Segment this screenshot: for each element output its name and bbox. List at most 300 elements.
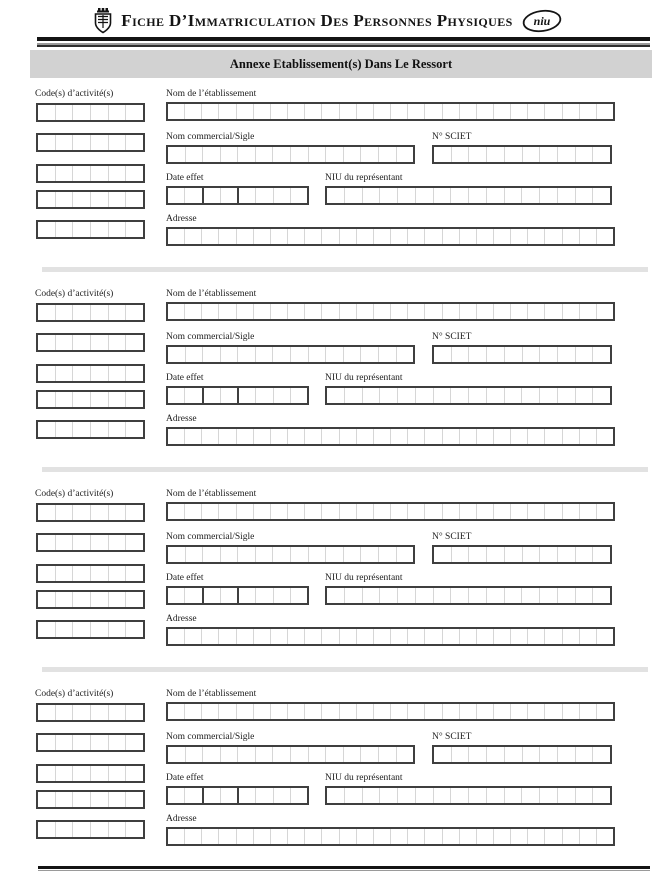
input-cell <box>356 229 373 244</box>
input-cell <box>390 504 407 519</box>
input-cell <box>253 229 270 244</box>
input-cell <box>55 335 73 350</box>
input-cell <box>493 429 510 444</box>
input-cell <box>360 547 378 562</box>
input-cell <box>168 304 184 319</box>
input-cell <box>304 504 321 519</box>
input-cell <box>442 704 459 719</box>
activity-code-input[interactable] <box>36 820 145 839</box>
input-cell <box>504 188 522 203</box>
input-cell <box>451 347 469 362</box>
sciet-number-input[interactable] <box>432 145 612 164</box>
input-cell <box>356 429 373 444</box>
input-cell <box>72 822 90 837</box>
input-cell <box>168 147 185 162</box>
input-cell <box>527 104 544 119</box>
input-cell <box>90 822 108 837</box>
input-cell <box>562 629 579 644</box>
commercial-name-input[interactable] <box>166 545 415 564</box>
input-cell <box>362 588 380 603</box>
input-cell <box>220 347 238 362</box>
input-cell <box>287 704 304 719</box>
input-cell <box>407 504 424 519</box>
input-cell <box>468 788 486 803</box>
input-cell <box>304 104 321 119</box>
input-cell <box>270 104 287 119</box>
input-cell <box>544 704 561 719</box>
input-cell <box>38 135 55 150</box>
input-cell <box>55 735 73 750</box>
input-cell <box>575 347 593 362</box>
input-cell <box>125 792 143 807</box>
input-cell <box>527 629 544 644</box>
input-cell <box>108 592 126 607</box>
input-cell <box>390 704 407 719</box>
input-cell <box>579 704 596 719</box>
input-cell <box>272 147 290 162</box>
sciet-number-label: N° SCIET <box>432 132 472 142</box>
address-label: Adresse <box>166 214 197 224</box>
input-cell <box>562 829 579 844</box>
input-cell <box>72 366 90 381</box>
input-cell <box>321 229 338 244</box>
input-cell <box>356 504 373 519</box>
input-cell <box>397 388 415 403</box>
input-cell <box>486 388 504 403</box>
activity-code-input[interactable] <box>36 303 145 322</box>
input-cell <box>304 304 321 319</box>
input-cell <box>327 588 344 603</box>
input-cell <box>343 547 361 562</box>
input-cell <box>55 766 73 781</box>
input-cell <box>407 629 424 644</box>
input-cell <box>201 704 218 719</box>
input-cell <box>557 588 575 603</box>
input-cell <box>38 535 55 550</box>
input-cell <box>255 188 272 203</box>
activity-code-input[interactable] <box>36 364 145 383</box>
activity-code-input[interactable] <box>36 503 145 522</box>
input-cell <box>344 588 362 603</box>
block-divider <box>42 267 648 272</box>
input-cell <box>544 829 561 844</box>
input-cell <box>90 192 108 207</box>
input-cell <box>125 705 143 720</box>
input-cell <box>184 388 201 403</box>
input-cell <box>424 704 441 719</box>
activity-code-input[interactable] <box>36 533 145 552</box>
commercial-name-input[interactable] <box>166 145 415 164</box>
activity-code-input[interactable] <box>36 564 145 583</box>
input-cell <box>290 388 307 403</box>
input-cell <box>108 535 126 550</box>
input-cell <box>390 229 407 244</box>
section-banner <box>30 50 652 78</box>
input-cell <box>236 704 253 719</box>
input-cell <box>270 429 287 444</box>
input-cell <box>308 547 326 562</box>
input-cell <box>596 704 613 719</box>
input-cell <box>327 188 344 203</box>
form-title: Fiche D’Immatriculation Des Personnes Physiques <box>121 11 513 30</box>
address-input[interactable] <box>166 227 615 246</box>
input-cell <box>125 505 143 520</box>
input-cell <box>434 547 451 562</box>
input-cell <box>362 188 380 203</box>
establishment-name-input[interactable] <box>166 502 615 521</box>
representative-niu-input[interactable] <box>325 786 612 805</box>
input-cell <box>255 147 273 162</box>
input-cell <box>493 829 510 844</box>
input-cell <box>108 222 126 237</box>
activity-code-input[interactable] <box>36 703 145 722</box>
input-cell <box>379 388 397 403</box>
input-cell <box>468 347 486 362</box>
input-cell <box>273 188 290 203</box>
input-cell <box>339 104 356 119</box>
input-cell <box>308 747 326 762</box>
input-cell <box>486 147 504 162</box>
input-cell <box>579 504 596 519</box>
input-cell <box>486 188 504 203</box>
effective-date-input[interactable] <box>166 786 309 805</box>
input-cell <box>343 147 361 162</box>
input-cell <box>168 188 184 203</box>
input-cell <box>592 388 610 403</box>
input-cell <box>557 388 575 403</box>
input-cell <box>108 766 126 781</box>
input-cell <box>557 747 575 762</box>
representative-niu-label: NIU du représentant <box>325 373 403 383</box>
activity-code-input[interactable] <box>36 590 145 609</box>
input-cell <box>596 829 613 844</box>
input-cell <box>544 429 561 444</box>
activity-code-input[interactable] <box>36 790 145 809</box>
input-cell <box>362 788 380 803</box>
input-cell <box>379 188 397 203</box>
input-cell <box>325 347 343 362</box>
input-cell <box>202 788 220 803</box>
input-cell <box>592 188 610 203</box>
input-cell <box>544 104 561 119</box>
input-cell <box>468 147 486 162</box>
input-cell <box>287 304 304 319</box>
input-cell <box>287 429 304 444</box>
input-cell <box>220 547 238 562</box>
input-cell <box>55 392 73 407</box>
input-cell <box>108 335 126 350</box>
input-cell <box>379 788 397 803</box>
establishment-name-input[interactable] <box>166 702 615 721</box>
input-cell <box>237 747 255 762</box>
input-cell <box>390 629 407 644</box>
input-cell <box>218 429 235 444</box>
input-cell <box>476 104 493 119</box>
input-cell <box>72 335 90 350</box>
input-cell <box>442 829 459 844</box>
input-cell <box>184 504 201 519</box>
input-cell <box>220 188 237 203</box>
input-cell <box>218 504 235 519</box>
input-cell <box>55 422 73 437</box>
activity-code-input[interactable] <box>36 620 145 639</box>
sciet-number-input[interactable] <box>432 745 612 764</box>
input-cell <box>236 629 253 644</box>
input-cell <box>55 135 73 150</box>
input-cell <box>356 629 373 644</box>
input-cell <box>468 747 486 762</box>
input-cell <box>38 792 55 807</box>
input-cell <box>486 547 504 562</box>
input-cell <box>55 305 73 320</box>
effective-date-input[interactable] <box>166 586 309 605</box>
input-cell <box>442 629 459 644</box>
input-cell <box>544 629 561 644</box>
input-cell <box>90 366 108 381</box>
input-cell <box>202 347 220 362</box>
sciet-number-input[interactable] <box>432 545 612 564</box>
representative-niu-input[interactable] <box>325 186 612 205</box>
input-cell <box>562 504 579 519</box>
input-cell <box>592 788 610 803</box>
commercial-name-label: Nom commercial/Sigle <box>166 332 255 342</box>
input-cell <box>290 147 308 162</box>
input-cell <box>579 304 596 319</box>
input-cell <box>522 347 540 362</box>
effective-date-input[interactable] <box>166 186 309 205</box>
input-cell <box>390 104 407 119</box>
input-cell <box>527 229 544 244</box>
address-input[interactable] <box>166 427 615 446</box>
input-cell <box>72 392 90 407</box>
input-cell <box>451 547 469 562</box>
input-cell <box>72 535 90 550</box>
input-cell <box>557 547 575 562</box>
establishment-block <box>0 688 656 872</box>
input-cell <box>253 304 270 319</box>
establishment-name-input[interactable] <box>166 102 615 121</box>
input-cell <box>522 547 540 562</box>
input-cell <box>72 592 90 607</box>
activity-code-input[interactable] <box>36 733 145 752</box>
input-cell <box>253 704 270 719</box>
input-cell <box>396 347 414 362</box>
input-cell <box>476 504 493 519</box>
input-cell <box>201 829 218 844</box>
input-cell <box>125 105 143 120</box>
activity-code-input[interactable] <box>36 190 145 209</box>
input-cell <box>185 347 203 362</box>
input-cell <box>596 229 613 244</box>
input-cell <box>108 705 126 720</box>
input-cell <box>396 547 414 562</box>
input-cell <box>451 147 469 162</box>
input-cell <box>38 735 55 750</box>
input-cell <box>373 304 390 319</box>
input-cell <box>442 304 459 319</box>
input-cell <box>108 105 126 120</box>
activity-code-input[interactable] <box>36 333 145 352</box>
activity-code-input[interactable] <box>36 103 145 122</box>
input-cell <box>218 629 235 644</box>
input-cell <box>527 704 544 719</box>
input-cell <box>272 547 290 562</box>
input-cell <box>373 704 390 719</box>
input-cell <box>201 504 218 519</box>
input-cell <box>521 188 539 203</box>
input-cell <box>562 704 579 719</box>
input-cell <box>72 766 90 781</box>
input-cell <box>201 629 218 644</box>
input-cell <box>510 229 527 244</box>
input-cell <box>125 192 143 207</box>
effective-date-label: Date effet <box>166 573 204 583</box>
input-cell <box>270 829 287 844</box>
input-cell <box>108 566 126 581</box>
input-cell <box>339 504 356 519</box>
input-cell <box>325 547 343 562</box>
input-cell <box>575 188 593 203</box>
input-cell <box>434 347 451 362</box>
input-cell <box>90 705 108 720</box>
input-cell <box>325 147 343 162</box>
input-cell <box>407 304 424 319</box>
input-cell <box>72 422 90 437</box>
input-cell <box>237 388 255 403</box>
representative-niu-input[interactable] <box>325 586 612 605</box>
input-cell <box>539 588 557 603</box>
input-cell <box>321 304 338 319</box>
input-cell <box>539 347 557 362</box>
input-cell <box>287 504 304 519</box>
input-cell <box>504 747 522 762</box>
input-cell <box>72 222 90 237</box>
activity-code-input[interactable] <box>36 164 145 183</box>
input-cell <box>504 547 522 562</box>
input-cell <box>486 747 504 762</box>
input-cell <box>90 166 108 181</box>
input-cell <box>55 566 73 581</box>
input-cell <box>407 829 424 844</box>
input-cell <box>459 229 476 244</box>
representative-niu-label: NIU du représentant <box>325 173 403 183</box>
activity-codes-label: Code(s) d’activité(s) <box>35 489 114 499</box>
commercial-name-input[interactable] <box>166 745 415 764</box>
effective-date-label: Date effet <box>166 373 204 383</box>
activity-codes-label: Code(s) d’activité(s) <box>35 289 114 299</box>
activity-code-input[interactable] <box>36 133 145 152</box>
establishment-block <box>0 288 656 488</box>
effective-date-label: Date effet <box>166 173 204 183</box>
input-cell <box>287 229 304 244</box>
representative-niu-label: NIU du représentant <box>325 573 403 583</box>
input-cell <box>504 147 522 162</box>
input-cell <box>184 829 201 844</box>
input-cell <box>290 747 308 762</box>
activity-codes-label: Code(s) d’activité(s) <box>35 89 114 99</box>
input-cell <box>236 429 253 444</box>
input-cell <box>592 147 610 162</box>
input-cell <box>356 704 373 719</box>
effective-date-input[interactable] <box>166 386 309 405</box>
input-cell <box>220 788 237 803</box>
activity-code-input[interactable] <box>36 764 145 783</box>
input-cell <box>450 588 468 603</box>
input-cell <box>459 104 476 119</box>
input-cell <box>434 747 451 762</box>
input-cell <box>38 392 55 407</box>
representative-niu-input[interactable] <box>325 386 612 405</box>
input-cell <box>184 788 201 803</box>
input-cell <box>424 504 441 519</box>
input-cell <box>579 229 596 244</box>
input-cell <box>434 147 451 162</box>
activity-code-input[interactable] <box>36 220 145 239</box>
input-cell <box>90 792 108 807</box>
activity-code-input[interactable] <box>36 420 145 439</box>
blocks-container <box>0 88 656 872</box>
input-cell <box>493 104 510 119</box>
input-cell <box>304 429 321 444</box>
effective-date-label: Date effet <box>166 773 204 783</box>
input-cell <box>510 829 527 844</box>
input-cell <box>433 588 451 603</box>
establishment-name-input[interactable] <box>166 302 615 321</box>
activity-code-input[interactable] <box>36 390 145 409</box>
input-cell <box>521 588 539 603</box>
input-cell <box>218 704 235 719</box>
input-cell <box>201 229 218 244</box>
input-cell <box>527 304 544 319</box>
input-cell <box>522 147 540 162</box>
input-cell <box>38 505 55 520</box>
input-cell <box>55 592 73 607</box>
input-cell <box>304 229 321 244</box>
header-rule <box>37 37 650 47</box>
input-cell <box>442 104 459 119</box>
input-cell <box>592 547 610 562</box>
input-cell <box>237 347 255 362</box>
input-cell <box>504 388 522 403</box>
input-cell <box>202 188 220 203</box>
input-cell <box>168 747 185 762</box>
input-cell <box>220 388 237 403</box>
input-cell <box>451 747 469 762</box>
section-title: Annexe Etablissement(s) Dans Le Ressort <box>229 56 453 71</box>
input-cell <box>72 792 90 807</box>
input-cell <box>321 704 338 719</box>
input-cell <box>90 622 108 637</box>
address-input[interactable] <box>166 827 615 846</box>
input-cell <box>544 229 561 244</box>
input-cell <box>562 429 579 444</box>
address-input[interactable] <box>166 627 615 646</box>
input-cell <box>415 588 433 603</box>
input-cell <box>72 505 90 520</box>
establishment-name-label: Nom de l’établissement <box>166 89 257 99</box>
input-cell <box>55 822 73 837</box>
sciet-number-input[interactable] <box>432 345 612 364</box>
input-cell <box>339 429 356 444</box>
input-cell <box>442 229 459 244</box>
input-cell <box>450 788 468 803</box>
input-cell <box>273 388 290 403</box>
input-cell <box>90 105 108 120</box>
input-cell <box>356 304 373 319</box>
input-cell <box>255 788 272 803</box>
input-cell <box>168 829 184 844</box>
commercial-name-input[interactable] <box>166 345 415 364</box>
